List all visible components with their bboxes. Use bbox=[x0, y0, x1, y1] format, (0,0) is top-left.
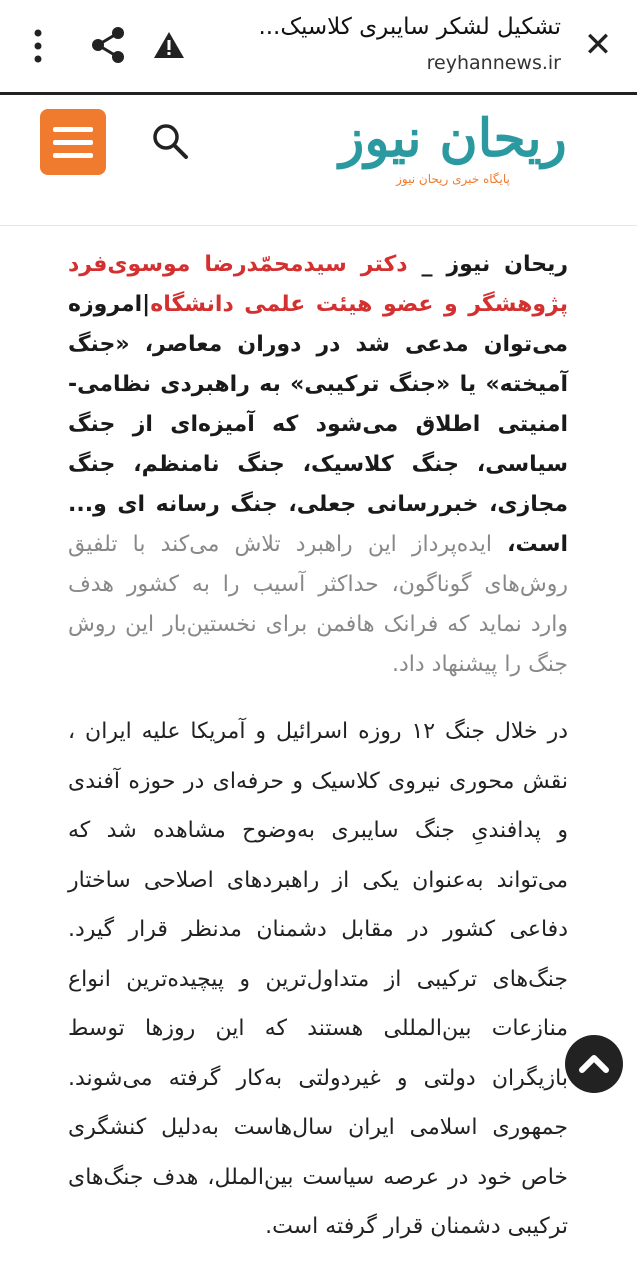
more-vert-icon[interactable] bbox=[28, 28, 48, 64]
site-logo[interactable] bbox=[303, 107, 603, 199]
lead-author: دکتر سیدمحمّدرضا موسوی‌فرد پژوهشگر و عضو هیئت علمی دانشگاه bbox=[68, 252, 568, 317]
site-header bbox=[0, 95, 637, 226]
browser-toolbar bbox=[0, 0, 637, 95]
warning-icon[interactable] bbox=[152, 30, 186, 60]
share-icon[interactable] bbox=[90, 26, 126, 64]
lead-text: |امروزه می‌توان مدعی شد در دوران معاصر، «جنگ آمیخته» یا «جنگ ترکیبی» به راهبردی نظامی-امنیتی اطلاق می‌شود که آمیزه‌ای از جنگ سیاسی، جنگ کلاسیک، جنگ نامنظم، جنگ مجازی، خبررسانی جعلی، جنگ رسانه ای و... است، bbox=[68, 292, 568, 557]
scroll-top-button[interactable] bbox=[565, 1035, 623, 1093]
article-lead bbox=[68, 245, 568, 685]
article-paragraph: در خلال جنگ ۱۲ روزه اسرائیل و آمریکا علیه ایران ، نقش محوری نیروی کلاسیک و حرفه‌ای در حوزه آفندی و پدافندیِ جنگ سایبری به‌وضوح مشاهده شد که می‌تواند به‌عنوان یکی از راهبردهای اصلاحی ساختار دفاعی کشور در مقابل دشمنان مدنظر قرار گیرد. جنگ‌های ترکیبی از متداول‌ترین و پیچیده‌ترین انواع منازعات بین‌المللی هستند که این روزها توسط بازیگران دولتی و غیردولتی به‌کار گرفته می‌شوند. جمهوری اسلامی ایران سال‌هاست به‌دلیل کنشگری خاص خود در عرصه سیاست بین‌الملل، هدف جنگ‌های ترکیبی دشمنان قرار گرفته است. bbox=[68, 719, 568, 1239]
logo-text: ریحان نیوز bbox=[339, 108, 567, 169]
lead-source: ریحان نیوز _ bbox=[407, 252, 568, 277]
url-label[interactable]: reyhannews.ir bbox=[426, 52, 561, 74]
lead-text-grey: ایده‌پرداز این راهبرد تلاش می‌کند با تلفیق روش‌های گوناگون، حداکثر آسیب را به کشور هدف وارد نماید که فرانک هافمن برای نخستین‌بار این روش جنگ را پیشنهاد داد. bbox=[68, 532, 568, 677]
page-title: تشکیل لشکر سایبری کلاسیک... bbox=[258, 14, 561, 40]
hamburger-icon[interactable] bbox=[40, 109, 106, 175]
logo-subtitle: پایگاه خبری ریحان نیوز bbox=[396, 172, 510, 186]
search-icon[interactable] bbox=[150, 121, 190, 161]
article-body bbox=[68, 245, 568, 1252]
chevron-up-icon bbox=[565, 1035, 623, 1093]
close-icon[interactable]: ✕ bbox=[583, 25, 613, 65]
